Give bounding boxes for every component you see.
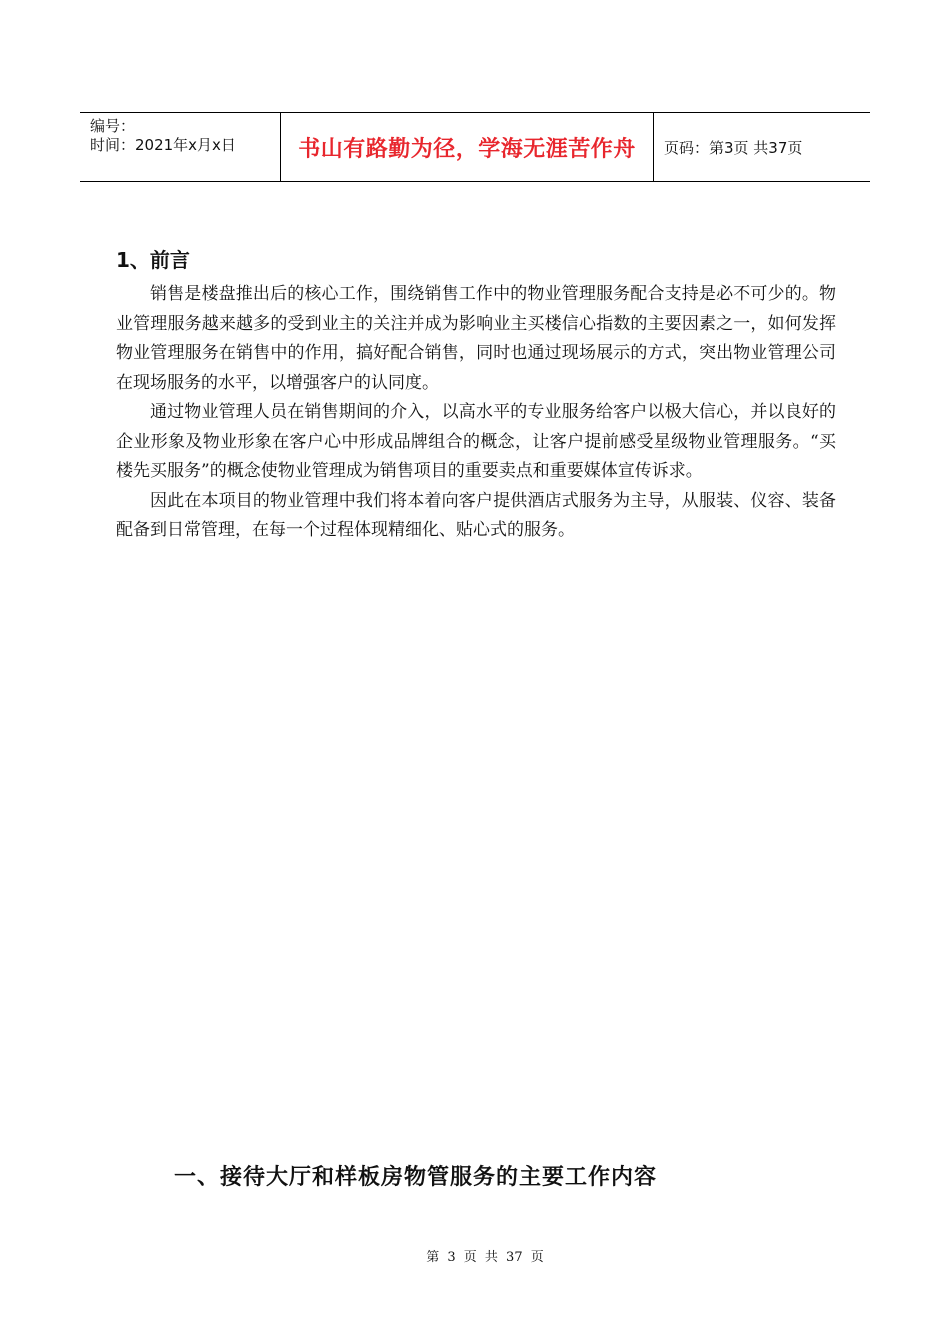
paragraph: 因此在本项目的物业管理中我们将本着向客户提供酒店式服务为主导，从服装、仪容、装备配备到日常管理，在每一个过程体现精细化、贴心式的服务。 <box>116 490 836 540</box>
document-number-label: 编号： <box>90 117 136 135</box>
main-heading: 一、接待大厅和样板房物管服务的主要工作内容 <box>174 1165 658 1190</box>
header-motto: 书山有路勤为径，学海无涯苦作舟 <box>281 113 654 181</box>
header-page-info: 页码：第3页 共37页 <box>664 138 803 157</box>
header-meta-cell <box>80 113 281 181</box>
paragraph: 通过物业管理人员在销售期间的介入，以高水平的专业服务给客户以极大信心，并以良好的企业形象及物业形象在客户心中形成品牌组合的概念，让客户提前感受星级物业管理服务。“买楼先买服务”的概念使物业管理成为销售项目的重要卖点和重要媒体宣传诉求。 <box>116 402 836 481</box>
document-date: 时间：2021年x月x日 <box>90 136 236 154</box>
document-header <box>80 112 870 182</box>
page-footer: 第 3 页 共 37 页 <box>426 1250 544 1265</box>
section-body <box>116 280 836 546</box>
paragraph: 销售是楼盘推出后的核心工作，围绕销售工作中的物业管理服务配合支持是必不可少的。物业管理服务越来越多的受到业主的关注并成为影响业主买楼信心指数的主要因素之一，如何发挥物业管理服务在销售中的作用，搞好配合销售，同时也通过现场展示的方式，突出物业管理公司在现场服务的水平，以增强客户的认同度。 <box>116 284 836 393</box>
section-title: 1、前言 <box>116 248 190 272</box>
